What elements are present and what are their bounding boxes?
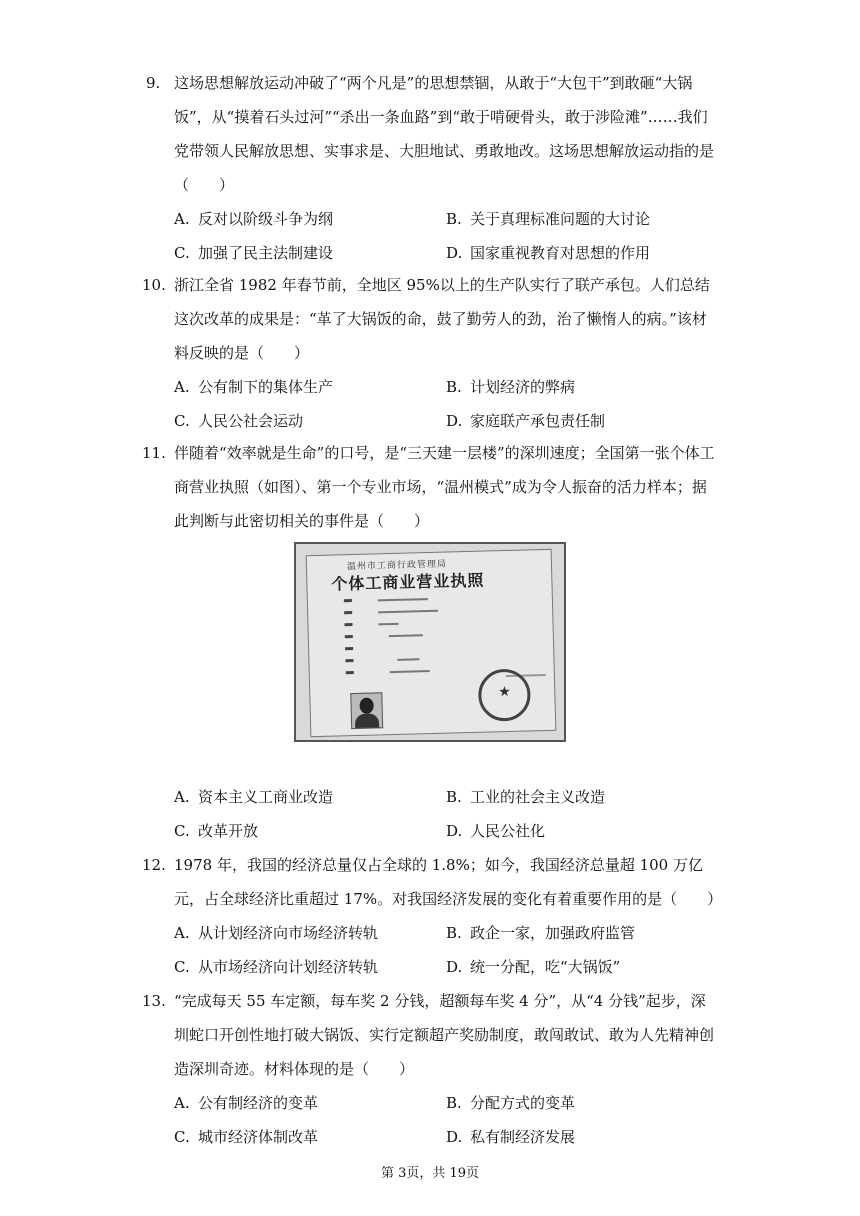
question-number: 11. xyxy=(142,444,166,462)
question-11-options xyxy=(146,780,718,848)
question-number: 12. xyxy=(142,856,166,874)
question-text: 1978 年，我国的经济总量仅占全球的 1.8%；如今，我国经济总量超 100 万亿元，占全球经济比重超过 17%。对我国经济发展的变化有着重要作用的是（ ） xyxy=(174,856,723,908)
question-number: 9. xyxy=(146,74,161,92)
option-c[interactable]: C. 改革开放 xyxy=(174,822,259,840)
question-number: 10. xyxy=(142,276,166,294)
option-a[interactable]: A. 公有制下的集体生产 xyxy=(174,378,334,396)
option-c[interactable]: C. 人民公社会运动 xyxy=(174,412,304,430)
question-number: 13. xyxy=(142,992,166,1010)
option-c[interactable]: C. 加强了民主法制建设 xyxy=(174,244,334,262)
option-b[interactable]: B. 计划经济的弊病 xyxy=(446,378,576,396)
option-d[interactable]: D. 国家重视教育对思想的作用 xyxy=(446,244,651,262)
question-13 xyxy=(142,984,718,1154)
page-footer: 第 3页，共 19页 xyxy=(380,1166,480,1181)
option-d[interactable]: D. 家庭联产承包责任制 xyxy=(446,412,606,430)
option-a[interactable]: A. 资本主义工商业改造 xyxy=(174,788,334,806)
options xyxy=(174,370,718,438)
option-b[interactable]: B. 工业的社会主义改造 xyxy=(446,788,606,806)
question-text: 伴随着“效率就是生命”的口号，是“三天建一层楼”的深圳速度；全国第一张个体工商营业执照（如图）、第一个专业市场，“温州模式”成为令人振奋的活力样本；据此判断与此密切相关的事件是（ ） xyxy=(174,444,715,530)
option-b[interactable]: B. 关于真理标准问题的大讨论 xyxy=(446,210,651,228)
question-text: 这场思想解放运动冲破了“两个凡是”的思想禁锢，从敢于“大包干”到敢砸“大锅饭”，从“摸着石头过河”“杀出一条血路”到“敢于啃硬骨头，敢于涉险滩”……我们党带领人民解放思想、实事求是、大胆地试、勇敢地改。这场思想解放运动指的是（ ） xyxy=(174,74,715,194)
option-d[interactable]: D. 统一分配，吃“大锅饭” xyxy=(446,958,621,976)
option-a[interactable]: A. 公有制经济的变革 xyxy=(174,1094,319,1112)
options xyxy=(174,780,718,848)
options xyxy=(174,916,718,984)
option-d[interactable]: D. 人民公社化 xyxy=(446,822,546,840)
question-9 xyxy=(146,66,718,270)
option-b[interactable]: B. 政企一家，加强政府监管 xyxy=(446,924,636,942)
business-license-image xyxy=(294,542,566,742)
option-b[interactable]: B. 分配方式的变革 xyxy=(446,1094,576,1112)
option-c[interactable]: C. 城市经济体制改革 xyxy=(174,1128,319,1146)
question-11 xyxy=(142,436,718,538)
option-c[interactable]: C. 从市场经济向计划经济转轨 xyxy=(174,958,379,976)
options xyxy=(174,1086,718,1154)
official-seal: ★ xyxy=(478,668,531,721)
options xyxy=(174,202,718,270)
license-title: 个体工商业营业执照 xyxy=(331,570,485,594)
license-document xyxy=(306,549,557,737)
license-header: 温州市工商行政管理局 xyxy=(346,559,448,573)
option-a[interactable]: A. 反对以阶级斗争为纲 xyxy=(174,210,334,228)
portrait-photo xyxy=(350,692,383,729)
question-text: 浙江全省 1982 年春节前，全地区 95%以上的生产队实行了联产承包。人们总结这次改革的成果是：“革了大锅饭的命，鼓了勤劳人的劲，治了懒惰人的病。”该材料反映的是（ ） xyxy=(174,276,710,362)
question-12 xyxy=(142,848,723,984)
question-10 xyxy=(142,268,718,438)
option-d[interactable]: D. 私有制经济发展 xyxy=(446,1128,576,1146)
question-text: “完成每天 55 车定额，每车奖 2 分钱，超额每车奖 4 分”，从“4 分钱”起步，深圳蛇口开创性地打破大锅饭、实行定额超产奖励制度，敢闯敢试、敢为人先精神创造深圳奇迹。材料体现的是（ ） xyxy=(174,992,715,1078)
option-a[interactable]: A. 从计划经济向市场经济转轨 xyxy=(174,924,379,942)
